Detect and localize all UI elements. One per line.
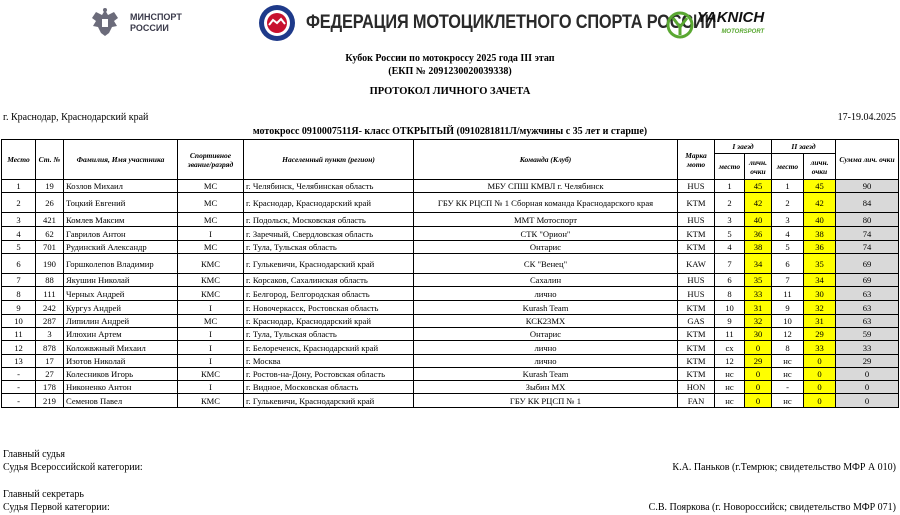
cell-race2-points: 33: [804, 341, 836, 355]
cell-name: Черных Андрей: [64, 287, 178, 301]
table-row: [2, 355, 899, 368]
cell-race2-points: 0: [804, 381, 836, 394]
cell-start-number: 219: [36, 394, 64, 408]
cell-race1-place: 9: [715, 315, 745, 328]
logo-bar: [0, 4, 900, 44]
table-row: [2, 381, 899, 394]
cell-sum: 90: [836, 180, 899, 193]
sponsor-wordmark: [697, 11, 764, 39]
cell-race2-points: 31: [804, 315, 836, 328]
cell-team: Сахалин: [414, 274, 678, 287]
cell-city: г. Тула, Тульская область: [244, 241, 414, 254]
cell-place: 11: [2, 328, 36, 341]
cell-name: Коложвжный Михаил: [64, 341, 178, 355]
cell-city: г. Новочеркасск, Ростовская область: [244, 301, 414, 315]
cell-rank: I: [178, 381, 244, 394]
table-row: [2, 368, 899, 381]
cell-sum: 63: [836, 287, 899, 301]
cell-race1-place: 6: [715, 274, 745, 287]
cell-race2-place: 4: [772, 227, 804, 241]
cell-race1-place: 7: [715, 254, 745, 274]
results-table: [1, 139, 899, 408]
sponsor-name: YAKNICH: [697, 9, 765, 26]
federation-name: ФЕДЕРАЦИЯ МОТОЦИКЛЕТНОГО СПОРТА РОССИИ: [306, 12, 717, 33]
cell-race2-place: 12: [772, 328, 804, 341]
cell-city: г. Заречный, Свердловская область: [244, 227, 414, 241]
cell-race2-place: 6: [772, 254, 804, 274]
cell-race1-points: 38: [745, 241, 772, 254]
secretary-title: Главный секретарь: [3, 489, 84, 500]
cell-race2-points: 30: [804, 287, 836, 301]
cell-city: г. Белгород, Белгородская область: [244, 287, 414, 301]
cell-race2-points: 38: [804, 227, 836, 241]
table-row: [2, 254, 899, 274]
cell-rank: КМС: [178, 274, 244, 287]
cell-city: г. Белореченск, Краснодарский край: [244, 341, 414, 355]
cell-team: СК "Венец": [414, 254, 678, 274]
cell-race2-place: нс: [772, 394, 804, 408]
cell-moto: HUS: [678, 213, 715, 227]
cell-race2-points: 0: [804, 355, 836, 368]
cell-rank: I: [178, 328, 244, 341]
cell-race2-place: нс: [772, 368, 804, 381]
cell-place: 5: [2, 241, 36, 254]
judge-category: Судья Всероссийской категории:: [3, 462, 143, 473]
cell-start-number: 878: [36, 341, 64, 355]
event-title: Кубок России по мотокроссу 2025 года III этап: [345, 53, 555, 64]
cell-race2-points: 35: [804, 254, 836, 274]
cell-moto: KTM: [678, 193, 715, 213]
cell-sum: 0: [836, 368, 899, 381]
cell-rank: I: [178, 227, 244, 241]
event-place: г. Краснодар, Краснодарский край: [3, 112, 149, 123]
cell-race2-place: 7: [772, 274, 804, 287]
table-row: [2, 180, 899, 193]
cell-race2-points: 42: [804, 193, 836, 213]
cell-race1-place: 1: [715, 180, 745, 193]
col-moto: Марка мото: [678, 140, 715, 180]
cell-sum: 63: [836, 315, 899, 328]
cell-race1-place: 12: [715, 355, 745, 368]
cell-team: МБУ СПШ КМВЛ г. Челябинск: [414, 180, 678, 193]
cell-race2-place: 8: [772, 341, 804, 355]
cell-city: г. Видное, Московская область: [244, 381, 414, 394]
cell-start-number: 88: [36, 274, 64, 287]
cell-race2-points: 0: [804, 368, 836, 381]
cell-name: Семенов Павел: [64, 394, 178, 408]
cell-team: лично: [414, 355, 678, 368]
cell-race2-points: 29: [804, 328, 836, 341]
cell-city: г. Гулькевичи, Краснодарский край: [244, 394, 414, 408]
cell-city: г. Подольск, Московская область: [244, 213, 414, 227]
cell-team: лично: [414, 341, 678, 355]
cell-start-number: 190: [36, 254, 64, 274]
cell-city: г. Челябинск, Челябинская область: [244, 180, 414, 193]
cell-race2-points: 0: [804, 394, 836, 408]
cell-moto: KTM: [678, 301, 715, 315]
cell-race1-points: 34: [745, 254, 772, 274]
federation-seal-icon: [258, 4, 296, 42]
cell-place: 13: [2, 355, 36, 368]
col-start-number: Ст. №: [36, 140, 64, 180]
col-race1-points: личн. очки: [745, 154, 772, 180]
cell-race1-place: 3: [715, 213, 745, 227]
col-race1: I заезд: [715, 140, 772, 154]
cell-start-number: 62: [36, 227, 64, 241]
cell-city: г. Корсаков, Сахалинская область: [244, 274, 414, 287]
table-row: [2, 193, 899, 213]
cell-city: г. Тула, Тульская область: [244, 328, 414, 341]
cell-rank: КМС: [178, 368, 244, 381]
cell-name: Комлев Максим: [64, 213, 178, 227]
cell-rank: I: [178, 355, 244, 368]
cell-name: Козлов Михаил: [64, 180, 178, 193]
cell-race1-place: сх: [715, 341, 745, 355]
cell-race1-place: 8: [715, 287, 745, 301]
cell-place: 1: [2, 180, 36, 193]
cell-name: Колесников Игорь: [64, 368, 178, 381]
cell-moto: KTM: [678, 341, 715, 355]
cell-rank: КМС: [178, 287, 244, 301]
cell-race1-points: 45: [745, 180, 772, 193]
table-row: [2, 241, 899, 254]
cell-race1-points: 0: [745, 394, 772, 408]
cell-race1-place: нс: [715, 368, 745, 381]
cell-sum: 80: [836, 213, 899, 227]
cell-sum: 69: [836, 274, 899, 287]
cell-race2-points: 36: [804, 241, 836, 254]
cell-city: г. Краснодар, Краснодарский край: [244, 315, 414, 328]
minsport-text: [130, 12, 182, 34]
cell-race2-place: 10: [772, 315, 804, 328]
table-row: [2, 274, 899, 287]
cell-team: ГБУ КК РЦСП № 1: [414, 394, 678, 408]
cell-team: Kurash Team: [414, 301, 678, 315]
cell-team: ГБУ КК РЦСП № 1 Сборная команда Краснодарского края: [414, 193, 678, 213]
cell-moto: KTM: [678, 328, 715, 341]
cell-name: Рудинский Александр: [64, 241, 178, 254]
cell-race2-place: 9: [772, 301, 804, 315]
cell-race1-place: 11: [715, 328, 745, 341]
table-row: [2, 394, 899, 408]
cell-race1-points: 33: [745, 287, 772, 301]
cell-sum: 29: [836, 355, 899, 368]
cell-team: Kurash Team: [414, 368, 678, 381]
table-row: [2, 213, 899, 227]
cell-name: Гаврилов Антон: [64, 227, 178, 241]
col-city: Населенный пункт (регион): [244, 140, 414, 180]
cell-moto: KTM: [678, 368, 715, 381]
cell-team: Зыбин МХ: [414, 381, 678, 394]
table-row: [2, 328, 899, 341]
col-team: Команда (Клуб): [414, 140, 678, 180]
cell-place: 6: [2, 254, 36, 274]
cell-place: 12: [2, 341, 36, 355]
cell-race2-points: 45: [804, 180, 836, 193]
cell-name: Илюхин Артем: [64, 328, 178, 341]
cell-moto: HUS: [678, 287, 715, 301]
cell-race2-place: 3: [772, 213, 804, 227]
cell-start-number: 26: [36, 193, 64, 213]
cell-race1-points: 32: [745, 315, 772, 328]
col-rank: Спортивное звание/разряд: [178, 140, 244, 180]
cell-name: Изотов Николай: [64, 355, 178, 368]
table-row: [2, 287, 899, 301]
minsport-line2: РОССИИ: [130, 23, 169, 33]
col-sum: Сумма лич. очки: [836, 140, 899, 180]
cell-city: г. Ростов-на-Дону, Ростовская область: [244, 368, 414, 381]
cell-place: 4: [2, 227, 36, 241]
col-race1-place: место: [715, 154, 745, 180]
cell-start-number: 3: [36, 328, 64, 341]
cell-name: Никоненко Антон: [64, 381, 178, 394]
cell-race2-place: 2: [772, 193, 804, 213]
table-row: [2, 315, 899, 328]
cell-race2-points: 32: [804, 301, 836, 315]
cell-place: 8: [2, 287, 36, 301]
cell-moto: KTM: [678, 355, 715, 368]
table-row: [2, 301, 899, 315]
cell-race1-points: 36: [745, 227, 772, 241]
cell-sum: 74: [836, 241, 899, 254]
cell-race2-points: 34: [804, 274, 836, 287]
cell-rank: МС: [178, 193, 244, 213]
cell-start-number: 421: [36, 213, 64, 227]
cell-race2-place: нс: [772, 355, 804, 368]
cell-race1-place: 2: [715, 193, 745, 213]
cell-race1-points: 35: [745, 274, 772, 287]
cell-race1-place: 4: [715, 241, 745, 254]
cell-start-number: 701: [36, 241, 64, 254]
table-row: [2, 227, 899, 241]
cell-sum: 0: [836, 381, 899, 394]
table-row: [2, 341, 899, 355]
protocol-title: ПРОТОКОЛ ЛИЧНОГО ЗАЧЕТА: [369, 86, 531, 97]
cell-place: -: [2, 368, 36, 381]
cell-race1-points: 0: [745, 381, 772, 394]
cell-race1-points: 40: [745, 213, 772, 227]
cell-race1-place: нс: [715, 394, 745, 408]
cell-sum: 74: [836, 227, 899, 241]
cell-name: Горшколепов Владимир: [64, 254, 178, 274]
col-race2-points: личн. очки: [804, 154, 836, 180]
minsport-logo: [88, 6, 182, 40]
cell-moto: HUS: [678, 274, 715, 287]
cell-rank: МС: [178, 213, 244, 227]
cell-moto: HON: [678, 381, 715, 394]
cell-team: Онтарис: [414, 328, 678, 341]
double-eagle-icon: [88, 6, 122, 40]
cell-place: 7: [2, 274, 36, 287]
cell-name: Якушин Николай: [64, 274, 178, 287]
cell-race1-points: 42: [745, 193, 772, 213]
cell-moto: FAN: [678, 394, 715, 408]
cell-sum: 0: [836, 394, 899, 408]
cell-sum: 84: [836, 193, 899, 213]
cell-sum: 33: [836, 341, 899, 355]
cell-start-number: 111: [36, 287, 64, 301]
col-race2: II заезд: [772, 140, 836, 154]
col-name: Фамилия, Имя участника: [64, 140, 178, 180]
cell-start-number: 19: [36, 180, 64, 193]
secretary-name: С.В. Пояркова (г. Новороссийск; свидетельство МФР 071): [648, 502, 896, 513]
judge-name: К.А. Паньков (г.Темрюк; свидетельство МФР А 010): [672, 462, 896, 473]
secretary-category: Судья Первой категории:: [3, 502, 110, 513]
cell-race1-place: 10: [715, 301, 745, 315]
cell-place: -: [2, 381, 36, 394]
cell-race2-place: 1: [772, 180, 804, 193]
cell-rank: МС: [178, 180, 244, 193]
cell-race2-place: -: [772, 381, 804, 394]
cell-moto: KTM: [678, 227, 715, 241]
cell-moto: HUS: [678, 180, 715, 193]
cell-sum: 63: [836, 301, 899, 315]
cell-start-number: 287: [36, 315, 64, 328]
cell-start-number: 27: [36, 368, 64, 381]
cell-rank: МС: [178, 315, 244, 328]
cell-city: г. Москва: [244, 355, 414, 368]
cell-place: 9: [2, 301, 36, 315]
ekp-number: (ЕКП № 2091230020039338): [388, 66, 512, 77]
cell-city: г. Краснодар, Краснодарский край: [244, 193, 414, 213]
cell-team: ММТ Мотоспорт: [414, 213, 678, 227]
cell-race1-points: 30: [745, 328, 772, 341]
cell-race1-place: 5: [715, 227, 745, 241]
cell-rank: I: [178, 341, 244, 355]
sponsor-subname: MOTORSPORT: [721, 29, 765, 35]
cell-sum: 59: [836, 328, 899, 341]
cell-start-number: 17: [36, 355, 64, 368]
cell-place: 3: [2, 213, 36, 227]
cell-race1-points: 29: [745, 355, 772, 368]
cell-race1-place: нс: [715, 381, 745, 394]
cell-moto: GAS: [678, 315, 715, 328]
cell-place: -: [2, 394, 36, 408]
cell-rank: КМС: [178, 394, 244, 408]
cell-race1-points: 31: [745, 301, 772, 315]
cell-sum: 69: [836, 254, 899, 274]
cell-team: СТК "Орион": [414, 227, 678, 241]
judge-title: Главный судья: [3, 449, 66, 460]
cell-name: Кургуз Андрей: [64, 301, 178, 315]
cell-name: Липилин Андрей: [64, 315, 178, 328]
sponsor-logo: [665, 10, 764, 40]
cell-team: лично: [414, 287, 678, 301]
minsport-line1: МИНСПОРТ: [130, 12, 182, 22]
cell-place: 2: [2, 193, 36, 213]
results-body: [2, 180, 899, 408]
event-dates: 17-19.04.2025: [837, 112, 896, 123]
sponsor-wheel-icon: [665, 10, 695, 40]
cell-place: 10: [2, 315, 36, 328]
cell-race2-points: 40: [804, 213, 836, 227]
cell-team: КСК23МХ: [414, 315, 678, 328]
cell-rank: I: [178, 301, 244, 315]
col-race2-place: место: [772, 154, 804, 180]
cell-moto: KTM: [678, 241, 715, 254]
cell-race1-points: 0: [745, 368, 772, 381]
cell-moto: KAW: [678, 254, 715, 274]
class-line: мотокросс 0910007511Я- класс ОТКРЫТЫЙ (0910281811Л/мужчины с 35 лет и старше): [252, 126, 648, 137]
cell-race1-points: 0: [745, 341, 772, 355]
cell-start-number: 178: [36, 381, 64, 394]
cell-race2-place: 11: [772, 287, 804, 301]
cell-name: Тоцкий Евгений: [64, 193, 178, 213]
cell-rank: МС: [178, 241, 244, 254]
cell-team: Онтарис: [414, 241, 678, 254]
cell-start-number: 242: [36, 301, 64, 315]
cell-rank: КМС: [178, 254, 244, 274]
cell-city: г. Гулькевичи, Краснодарский край: [244, 254, 414, 274]
col-place: Место: [2, 140, 36, 180]
cell-race2-place: 5: [772, 241, 804, 254]
